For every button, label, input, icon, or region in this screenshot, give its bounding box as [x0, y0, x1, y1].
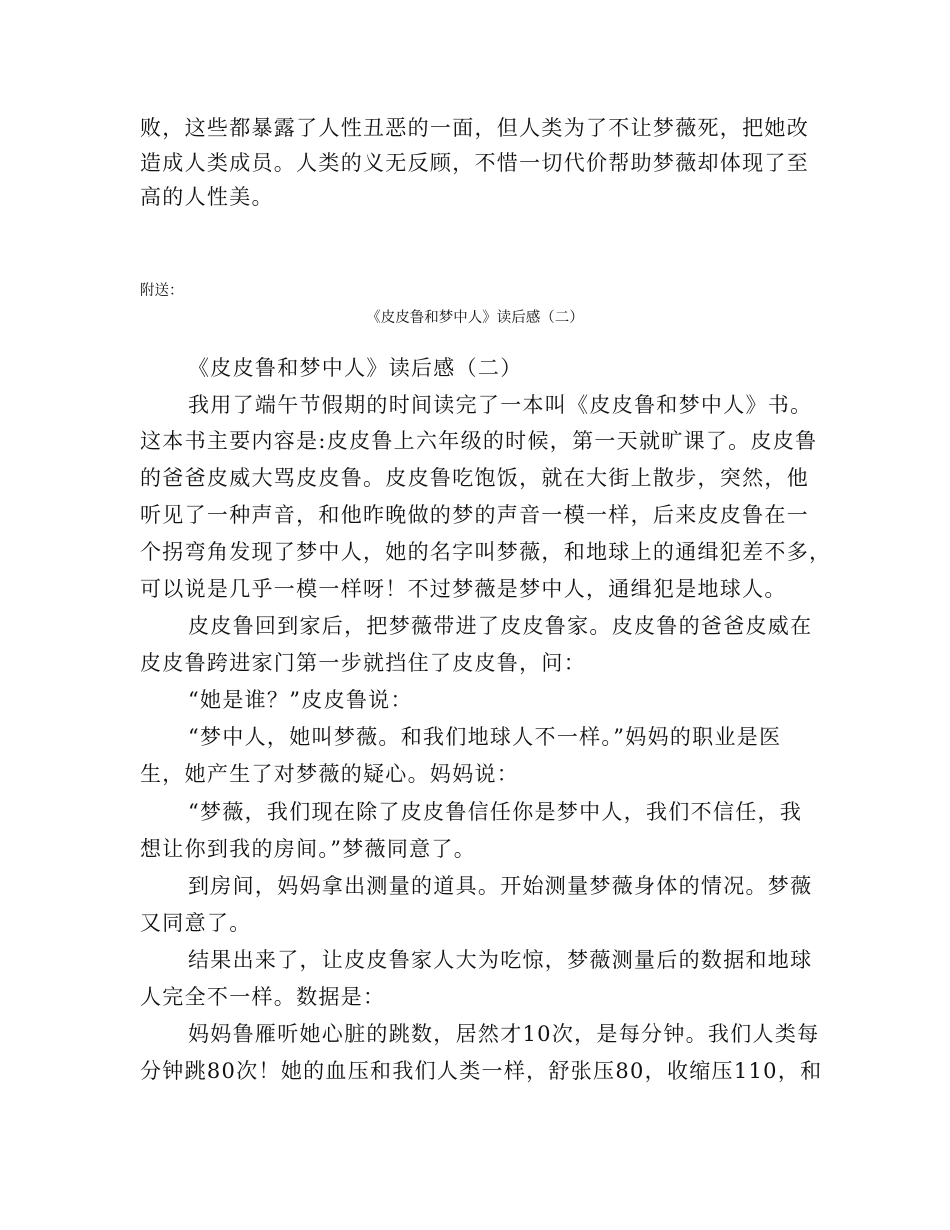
paragraph-line: 结果出来了，让皮皮鲁家人大为吃惊，梦薇测量后的数据和地球: [188, 948, 813, 972]
paragraph-line: 皮皮鲁跨进家门第一步就挡住了皮皮鲁，问：: [140, 651, 586, 675]
paragraph-line: 我用了端午节假期的时间读完了一本叫《皮皮鲁和梦中人》书。: [188, 393, 813, 417]
paragraph-line: 这本书主要内容是:皮皮鲁上六年级的时候，第一天就旷课了。皮皮鲁: [140, 429, 818, 453]
paragraph-line: 听见了一种声音，和他昨晚做的梦的声音一模一样，后来皮皮鲁在一: [140, 503, 809, 527]
paragraph-line: 的爸爸皮威大骂皮皮鲁。皮皮鲁吃饱饭，就在大街上散步，突然，他: [140, 466, 809, 490]
paragraph-line: “梦中人，她叫梦薇。和我们地球人不一样。”妈妈的职业是医: [188, 725, 782, 749]
paragraph-line: 败，这些都暴露了人性丑恶的一面，但人类为了不让梦薇死，把她改: [140, 116, 809, 140]
essay-heading: 《皮皮鲁和梦中人》读后感（二）: [188, 356, 523, 380]
paragraph-line: 生，她产生了对梦薇的疑心。妈妈说：: [140, 762, 520, 786]
paragraph-line: 个拐弯角发现了梦中人，她的名字叫梦薇，和地球上的通缉犯差不多，: [140, 540, 832, 564]
paragraph-line: “她是谁？”皮皮鲁说：: [188, 688, 413, 712]
paragraph-line: 到房间，妈妈拿出测量的道具。开始测量梦薇身体的情况。梦薇: [188, 874, 813, 898]
paragraph-line: 人完全不一样。数据是：: [140, 985, 386, 1009]
paragraph-line: 分钟跳80次！她的血压和我们人类一样，舒张压80，收缩压110，和: [140, 1059, 823, 1083]
paragraph-line: “梦薇，我们现在除了皮皮鲁信任你是梦中人，我们不信任，我: [188, 800, 803, 824]
paragraph-line: 可以说是几乎一模一样呀！不过梦薇是梦中人，通缉犯是地球人。: [140, 577, 787, 601]
paragraph-line: 造成人类成员。人类的义无反顾，不惜一切代价帮助梦薇却体现了至: [140, 151, 809, 175]
appendix-label: 附送：: [140, 283, 184, 299]
paragraph-line: 又同意了。: [140, 911, 252, 935]
paragraph-line: 想让你到我的房间。”梦薇同意了。: [140, 837, 477, 861]
paragraph-line: 高的人性美。: [140, 185, 274, 209]
paragraph-line: 皮皮鲁回到家后，把梦薇带进了皮皮鲁家。皮皮鲁的爸爸皮威在: [188, 614, 813, 638]
appendix-title: 《皮皮鲁和梦中人》读后感（二）: [366, 310, 584, 326]
paragraph-line: 妈妈鲁雁听她心脏的跳数，居然才10次，是每分钟。我们人类每: [188, 1022, 820, 1046]
